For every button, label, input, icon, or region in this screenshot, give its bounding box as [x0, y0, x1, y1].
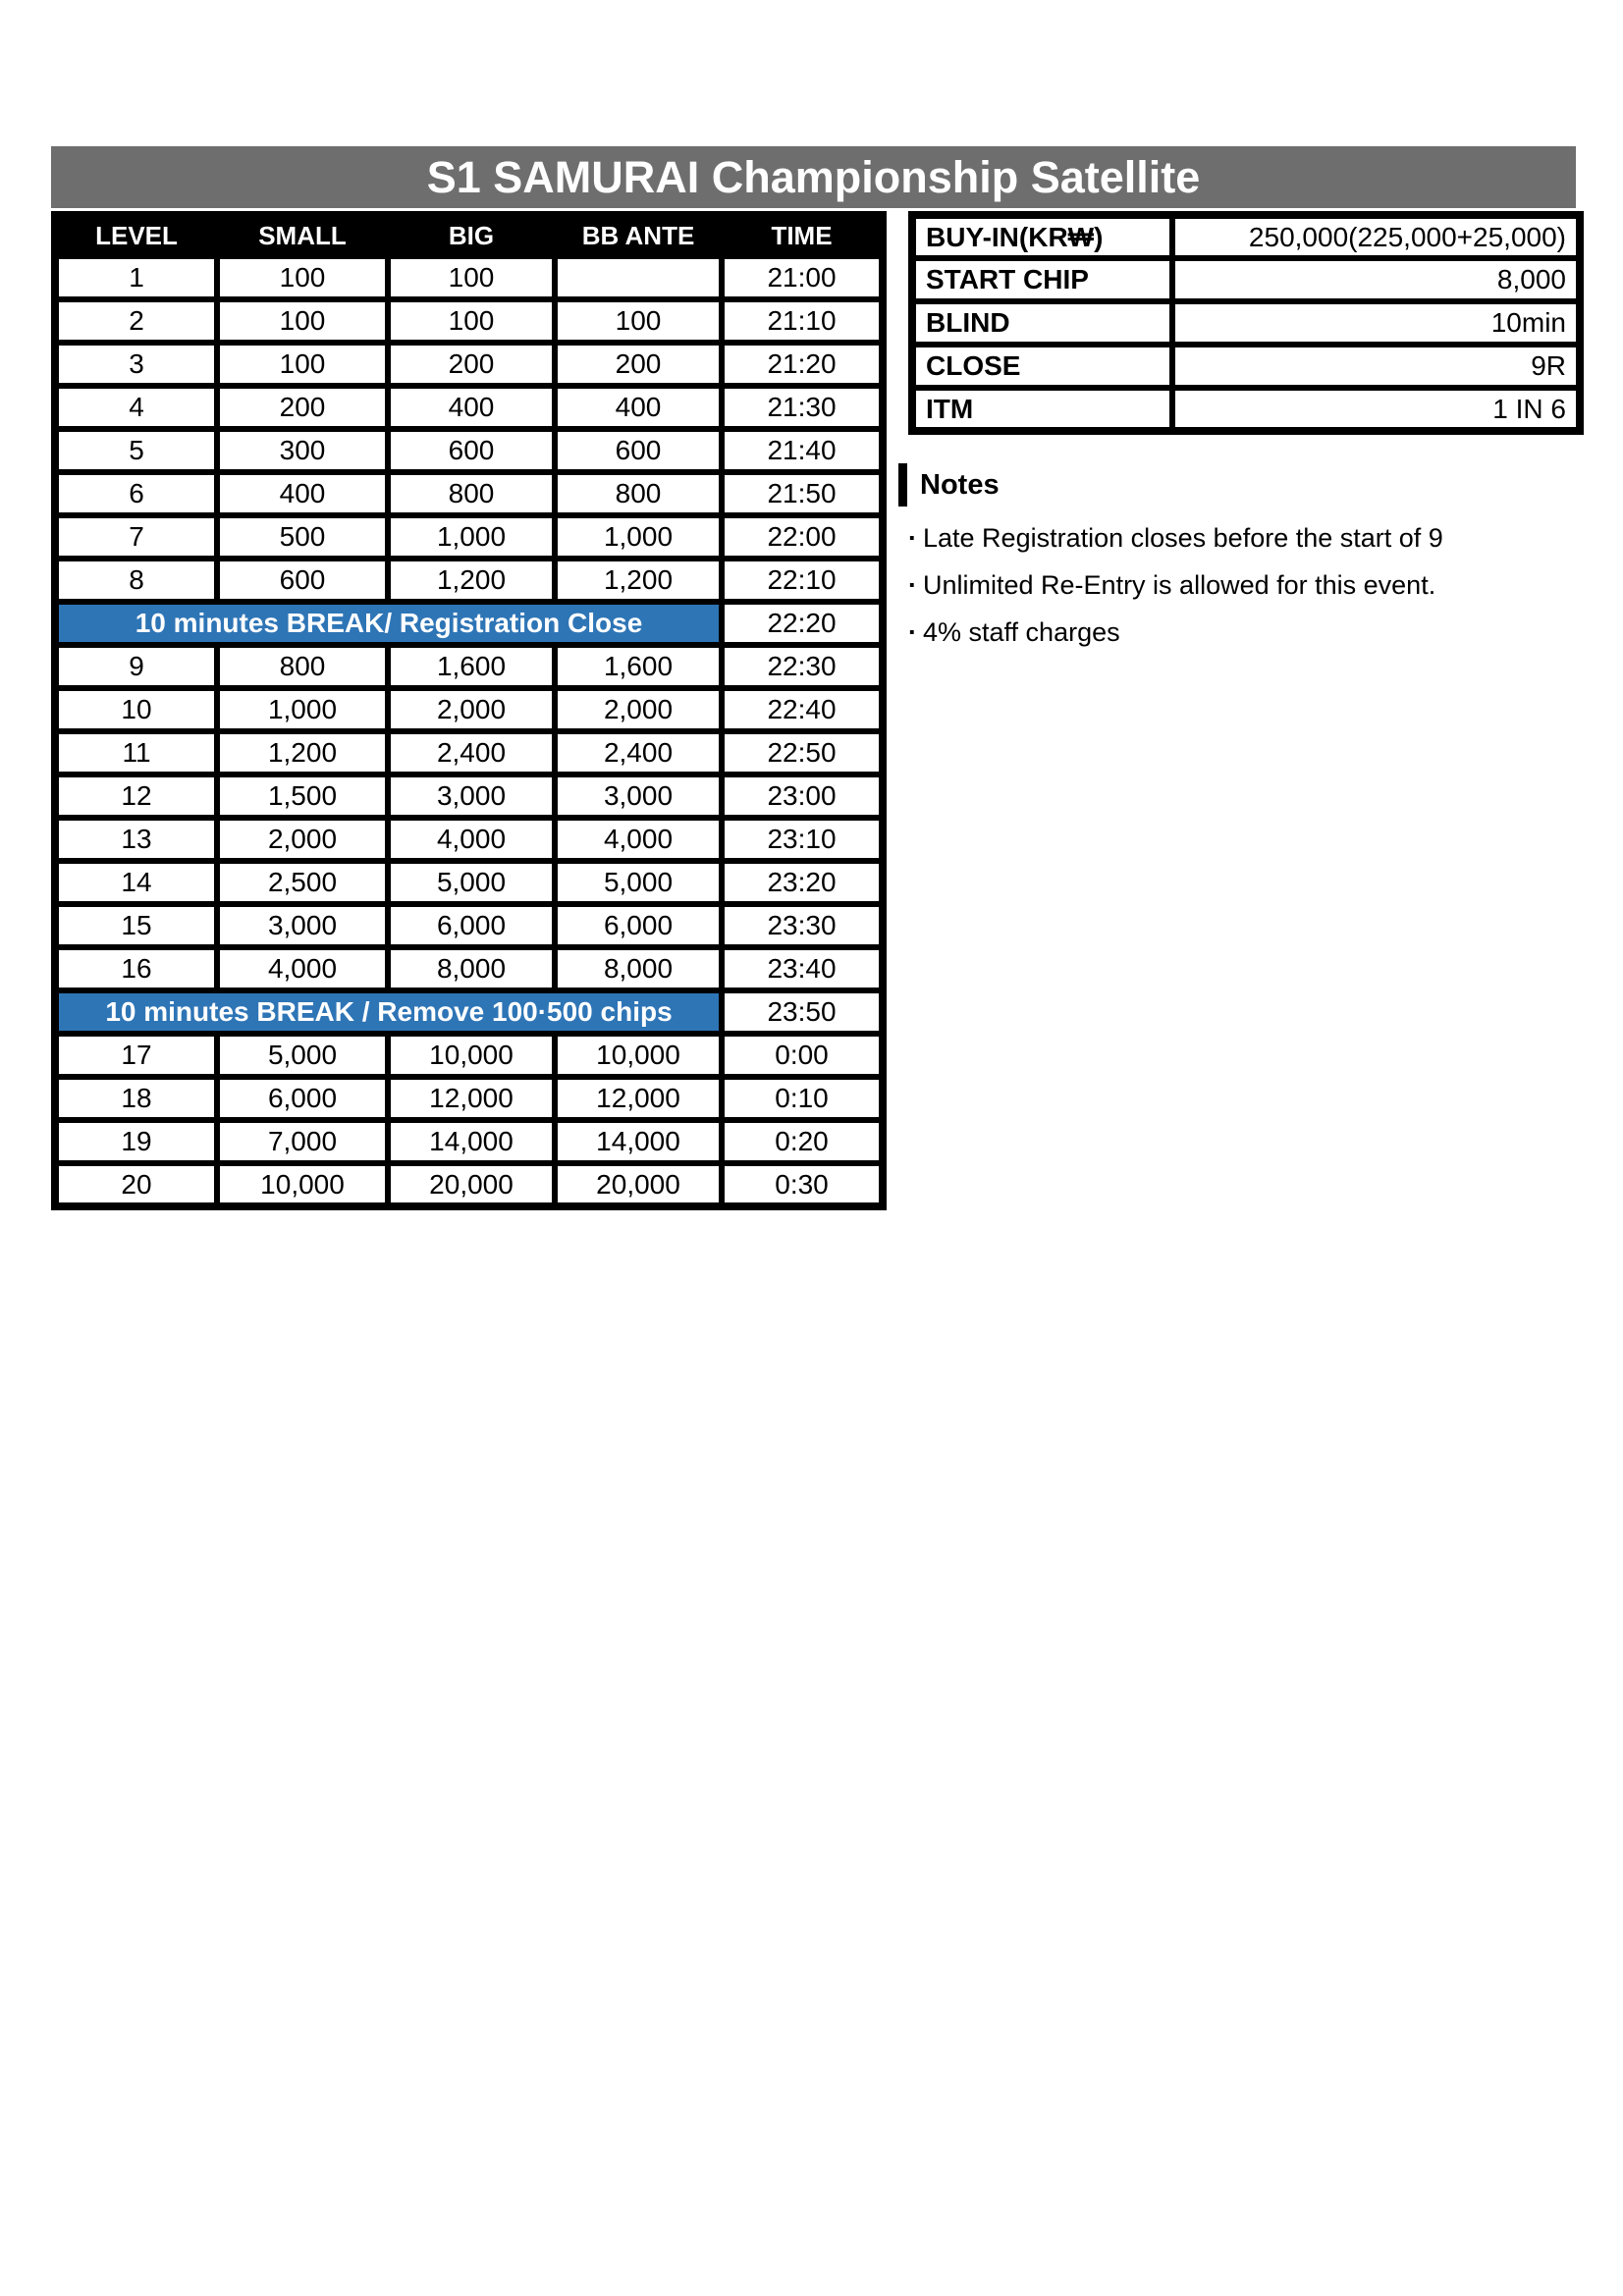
- info-table-body: [912, 215, 1580, 431]
- note-text: Unlimited Re-Entry is allowed for this event.: [923, 570, 1436, 600]
- level-cell: 19: [55, 1120, 217, 1163]
- bb-ante-cell: 8,000: [555, 947, 722, 990]
- big-cell: 600: [388, 429, 555, 472]
- table-row: [55, 731, 883, 774]
- small-cell: 100: [217, 343, 388, 386]
- small-cell: 100: [217, 299, 388, 343]
- small-cell: 500: [217, 515, 388, 559]
- bb-ante-cell: 200: [555, 343, 722, 386]
- bb-ante-cell: 800: [555, 472, 722, 515]
- note-text: 4% staff charges: [923, 617, 1120, 647]
- time-cell: 23:40: [722, 947, 883, 990]
- level-cell: 9: [55, 645, 217, 688]
- level-cell: 11: [55, 731, 217, 774]
- level-cell: 16: [55, 947, 217, 990]
- small-cell: 100: [217, 256, 388, 299]
- table-row: [55, 1120, 883, 1163]
- time-cell: 23:00: [722, 774, 883, 818]
- notes-list: [898, 522, 1596, 648]
- table-row: [55, 1077, 883, 1120]
- big-cell: 14,000: [388, 1120, 555, 1163]
- column-header-level: LEVEL: [55, 215, 217, 256]
- break-row: [55, 602, 883, 645]
- small-cell: 2,000: [217, 818, 388, 861]
- small-cell: 6,000: [217, 1077, 388, 1120]
- time-cell: 21:20: [722, 343, 883, 386]
- level-cell: 20: [55, 1163, 217, 1206]
- time-cell: 23:10: [722, 818, 883, 861]
- table-row: [55, 386, 883, 429]
- note-item: [898, 522, 1596, 554]
- time-cell: 0:00: [722, 1034, 883, 1077]
- big-cell: 3,000: [388, 774, 555, 818]
- bb-ante-cell: 14,000: [555, 1120, 722, 1163]
- table-row: [55, 429, 883, 472]
- info-value-cell: 1 IN 6: [1172, 388, 1580, 431]
- big-cell: 800: [388, 472, 555, 515]
- big-cell: 12,000: [388, 1077, 555, 1120]
- info-label-cell: BLIND: [912, 301, 1172, 345]
- info-row: [912, 258, 1580, 301]
- small-cell: 5,000: [217, 1034, 388, 1077]
- blind-structure-table: [51, 211, 887, 1210]
- small-cell: 1,000: [217, 688, 388, 731]
- big-cell: 2,000: [388, 688, 555, 731]
- level-cell: 8: [55, 559, 217, 602]
- column-header-big: BIG: [388, 215, 555, 256]
- level-cell: 4: [55, 386, 217, 429]
- big-cell: 200: [388, 343, 555, 386]
- break-row: [55, 990, 883, 1034]
- time-cell: 22:50: [722, 731, 883, 774]
- note-item: [898, 616, 1596, 648]
- bb-ante-cell: 1,600: [555, 645, 722, 688]
- time-cell: 23:50: [722, 990, 883, 1034]
- info-label-cell: BUY-IN(KR₩): [912, 215, 1172, 258]
- level-cell: 13: [55, 818, 217, 861]
- level-cell: 12: [55, 774, 217, 818]
- bb-ante-cell: 12,000: [555, 1077, 722, 1120]
- small-cell: 1,500: [217, 774, 388, 818]
- bullet-glyph: ·: [908, 570, 917, 600]
- small-cell: 600: [217, 559, 388, 602]
- info-row: [912, 301, 1580, 345]
- big-cell: 6,000: [388, 904, 555, 947]
- bullet-glyph: ·: [908, 523, 917, 553]
- bb-ante-cell: 2,400: [555, 731, 722, 774]
- level-cell: 7: [55, 515, 217, 559]
- bb-ante-cell: 6,000: [555, 904, 722, 947]
- note-text: Late Registration closes before the start of 9: [923, 523, 1443, 553]
- bullet-glyph: ·: [908, 617, 917, 647]
- small-cell: 7,000: [217, 1120, 388, 1163]
- time-cell: 22:20: [722, 602, 883, 645]
- table-row: [55, 559, 883, 602]
- bb-ante-cell: 20,000: [555, 1163, 722, 1206]
- info-row: [912, 215, 1580, 258]
- time-cell: 22:30: [722, 645, 883, 688]
- level-cell: 6: [55, 472, 217, 515]
- level-cell: 18: [55, 1077, 217, 1120]
- big-cell: 1,000: [388, 515, 555, 559]
- break-banner: 10 minutes BREAK/ Registration Close: [55, 602, 722, 645]
- small-cell: 3,000: [217, 904, 388, 947]
- small-cell: 300: [217, 429, 388, 472]
- bb-ante-cell: 3,000: [555, 774, 722, 818]
- small-cell: 10,000: [217, 1163, 388, 1206]
- level-cell: 5: [55, 429, 217, 472]
- notes-heading: Notes: [898, 463, 1596, 507]
- table-row: [55, 1163, 883, 1206]
- info-value-cell: 10min: [1172, 301, 1580, 345]
- time-cell: 0:20: [722, 1120, 883, 1163]
- bb-ante-cell: 5,000: [555, 861, 722, 904]
- time-cell: 21:30: [722, 386, 883, 429]
- table-row: [55, 1034, 883, 1077]
- bb-ante-cell: 2,000: [555, 688, 722, 731]
- time-cell: 23:20: [722, 861, 883, 904]
- table-row: [55, 343, 883, 386]
- big-cell: 100: [388, 299, 555, 343]
- time-cell: 22:10: [722, 559, 883, 602]
- table-row: [55, 904, 883, 947]
- info-label-cell: CLOSE: [912, 345, 1172, 388]
- big-cell: 1,600: [388, 645, 555, 688]
- level-cell: 17: [55, 1034, 217, 1077]
- big-cell: 10,000: [388, 1034, 555, 1077]
- big-cell: 5,000: [388, 861, 555, 904]
- info-table: [908, 211, 1584, 435]
- table-row: [55, 256, 883, 299]
- column-header-bb-ante: BB ANTE: [555, 215, 722, 256]
- level-cell: 3: [55, 343, 217, 386]
- bb-ante-cell: 400: [555, 386, 722, 429]
- info-label-cell: ITM: [912, 388, 1172, 431]
- small-cell: 2,500: [217, 861, 388, 904]
- bb-ante-cell: [555, 256, 722, 299]
- bb-ante-cell: 1,000: [555, 515, 722, 559]
- time-cell: 0:10: [722, 1077, 883, 1120]
- table-row: [55, 818, 883, 861]
- notes-section: [898, 463, 1596, 648]
- big-cell: 400: [388, 386, 555, 429]
- level-cell: 15: [55, 904, 217, 947]
- table-row: [55, 515, 883, 559]
- column-header-small: SMALL: [217, 215, 388, 256]
- bb-ante-cell: 1,200: [555, 559, 722, 602]
- big-cell: 1,200: [388, 559, 555, 602]
- level-cell: 2: [55, 299, 217, 343]
- break-banner: 10 minutes BREAK / Remove 100·500 chips: [55, 990, 722, 1034]
- bb-ante-cell: 100: [555, 299, 722, 343]
- info-value-cell: 9R: [1172, 345, 1580, 388]
- info-value-cell: 250,000(225,000+25,000): [1172, 215, 1580, 258]
- small-cell: 800: [217, 645, 388, 688]
- time-cell: 21:10: [722, 299, 883, 343]
- big-cell: 8,000: [388, 947, 555, 990]
- bb-ante-cell: 600: [555, 429, 722, 472]
- table-row: [55, 774, 883, 818]
- table-row: [55, 299, 883, 343]
- blind-table-body: [55, 256, 883, 1206]
- table-row: [55, 688, 883, 731]
- note-item: [898, 569, 1596, 601]
- time-cell: 22:40: [722, 688, 883, 731]
- level-cell: 10: [55, 688, 217, 731]
- big-cell: 20,000: [388, 1163, 555, 1206]
- info-label-cell: START CHIP: [912, 258, 1172, 301]
- time-cell: 21:40: [722, 429, 883, 472]
- title-bar: [51, 146, 1576, 208]
- small-cell: 1,200: [217, 731, 388, 774]
- time-cell: 21:00: [722, 256, 883, 299]
- level-cell: 14: [55, 861, 217, 904]
- info-value-cell: 8,000: [1172, 258, 1580, 301]
- time-cell: 21:50: [722, 472, 883, 515]
- big-cell: 100: [388, 256, 555, 299]
- level-cell: 1: [55, 256, 217, 299]
- big-cell: 4,000: [388, 818, 555, 861]
- small-cell: 400: [217, 472, 388, 515]
- info-row: [912, 388, 1580, 431]
- time-cell: 22:00: [722, 515, 883, 559]
- small-cell: 4,000: [217, 947, 388, 990]
- big-cell: 2,400: [388, 731, 555, 774]
- bb-ante-cell: 4,000: [555, 818, 722, 861]
- table-row: [55, 472, 883, 515]
- header-row: [55, 215, 883, 256]
- time-cell: 23:30: [722, 904, 883, 947]
- info-row: [912, 345, 1580, 388]
- table-row: [55, 947, 883, 990]
- column-header-time: TIME: [722, 215, 883, 256]
- table-row: [55, 861, 883, 904]
- time-cell: 0:30: [722, 1163, 883, 1206]
- page-title: S1 SAMURAI Championship Satellite: [426, 151, 1201, 202]
- table-row: [55, 645, 883, 688]
- small-cell: 200: [217, 386, 388, 429]
- bb-ante-cell: 10,000: [555, 1034, 722, 1077]
